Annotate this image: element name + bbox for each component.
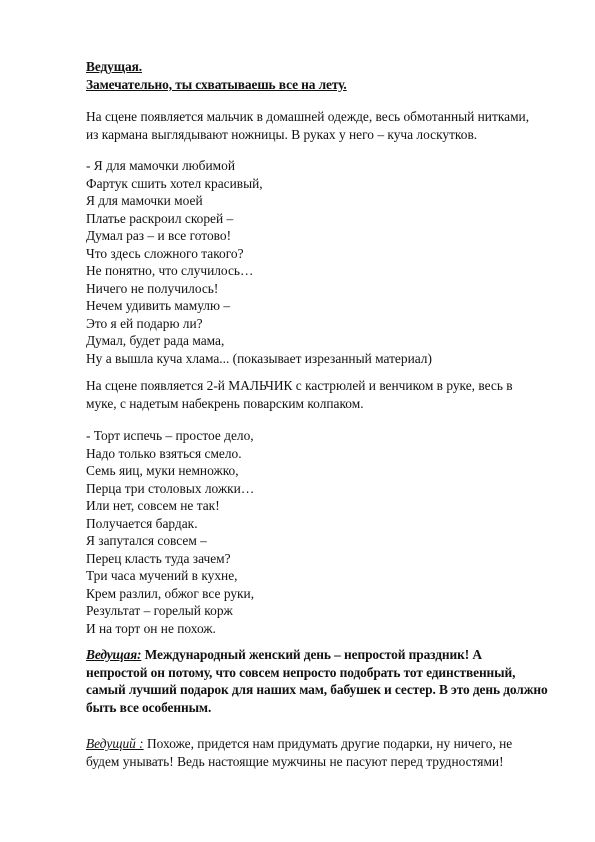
- poem-line: Думал, будет рада мама,: [86, 333, 225, 348]
- poem-line: Я запутался совсем –: [86, 533, 207, 548]
- poem-line: Получается бардак.: [86, 515, 198, 531]
- speech-text: Международный женский день – непростой праздник! А: [141, 647, 482, 662]
- poem-line: - Торт испечь – простое дело,: [86, 428, 254, 443]
- poem-line: Перец класть туда зачем?: [86, 550, 231, 566]
- host-speech-1: [86, 646, 546, 716]
- stage-direction-2: [86, 377, 546, 412]
- poem-line: Три часа мучений в кухне,: [86, 568, 238, 583]
- intro-block: [86, 58, 546, 93]
- speaker-label: Ведущая:: [86, 647, 142, 662]
- poem-line: Что здесь сложного такого?: [86, 245, 244, 261]
- poem-line: Я для мамочки моей: [86, 193, 203, 208]
- poem-line: Это я ей подарю ли?: [86, 315, 203, 331]
- poem-line: Крем разлил, обжог все руки,: [86, 585, 255, 601]
- poem-line: Платье раскроил скорей –: [86, 210, 234, 226]
- poem-line: Результат – горелый корж: [86, 603, 233, 618]
- poem-line: - Я для мамочки любимой: [86, 158, 235, 173]
- stage-direction-line: На сцене появляется 2-й МАЛЬЧИК с кастрюлей и венчиком в руке, весь в: [86, 378, 513, 393]
- speaker-heading: Ведущая.: [86, 59, 142, 74]
- poem-line: Не понятно, что случилось…: [86, 263, 254, 278]
- poem-line: Надо только взяться смело.: [86, 445, 242, 461]
- speech-line: непростой он потому, что совсем непросто подобрать тот единственный,: [86, 664, 516, 680]
- speech-line: быть все особенным.: [86, 699, 212, 715]
- poem-line: Ну а вышла куча хлама... (показывает изрезанный материал): [86, 350, 432, 366]
- speech-line: будем унывать! Ведь настоящие мужчины не пасуют перед трудностями!: [86, 753, 504, 769]
- stage-direction-1: [86, 108, 546, 143]
- poem-line: Перца три столовых ложки…: [86, 480, 255, 496]
- speech-line: самый лучший подарок для наших мам, бабушек и сестер. В это день должно: [86, 682, 548, 697]
- speech-first-line: [86, 646, 546, 664]
- stage-direction-line: муке, с надетым набекрень поварским колпаком.: [86, 395, 364, 411]
- poem-line: И на торт он не похож.: [86, 620, 216, 636]
- poem-line: Думал раз – и все готово!: [86, 228, 232, 243]
- host-speech-2: [86, 735, 546, 770]
- poem-line: Нечем удивить мамулю –: [86, 298, 231, 313]
- poem-first-boy: [86, 157, 546, 367]
- poem-line: Семь яиц, муки немножко,: [86, 463, 239, 478]
- stage-direction-line: На сцене появляется мальчик в домашней одежде, весь обмотанный нитками,: [86, 109, 530, 124]
- poem-line: Ничего не получилось!: [86, 280, 219, 296]
- poem-second-boy: [86, 427, 546, 637]
- speaker-label: Ведущий :: [86, 736, 144, 751]
- speech-first-line: [86, 735, 546, 753]
- speech-text: Похоже, придется нам придумать другие подарки, ну ничего, не: [143, 736, 513, 751]
- speaker-line: Замечательно, ты схватываешь все на лету.: [86, 76, 347, 92]
- stage-direction-line: из кармана выглядывают ножницы. В руках у него – куча лоскутков.: [86, 126, 478, 142]
- poem-line: Или нет, совсем не так!: [86, 498, 220, 513]
- poem-line: Фартук сшить хотел красивый,: [86, 175, 263, 191]
